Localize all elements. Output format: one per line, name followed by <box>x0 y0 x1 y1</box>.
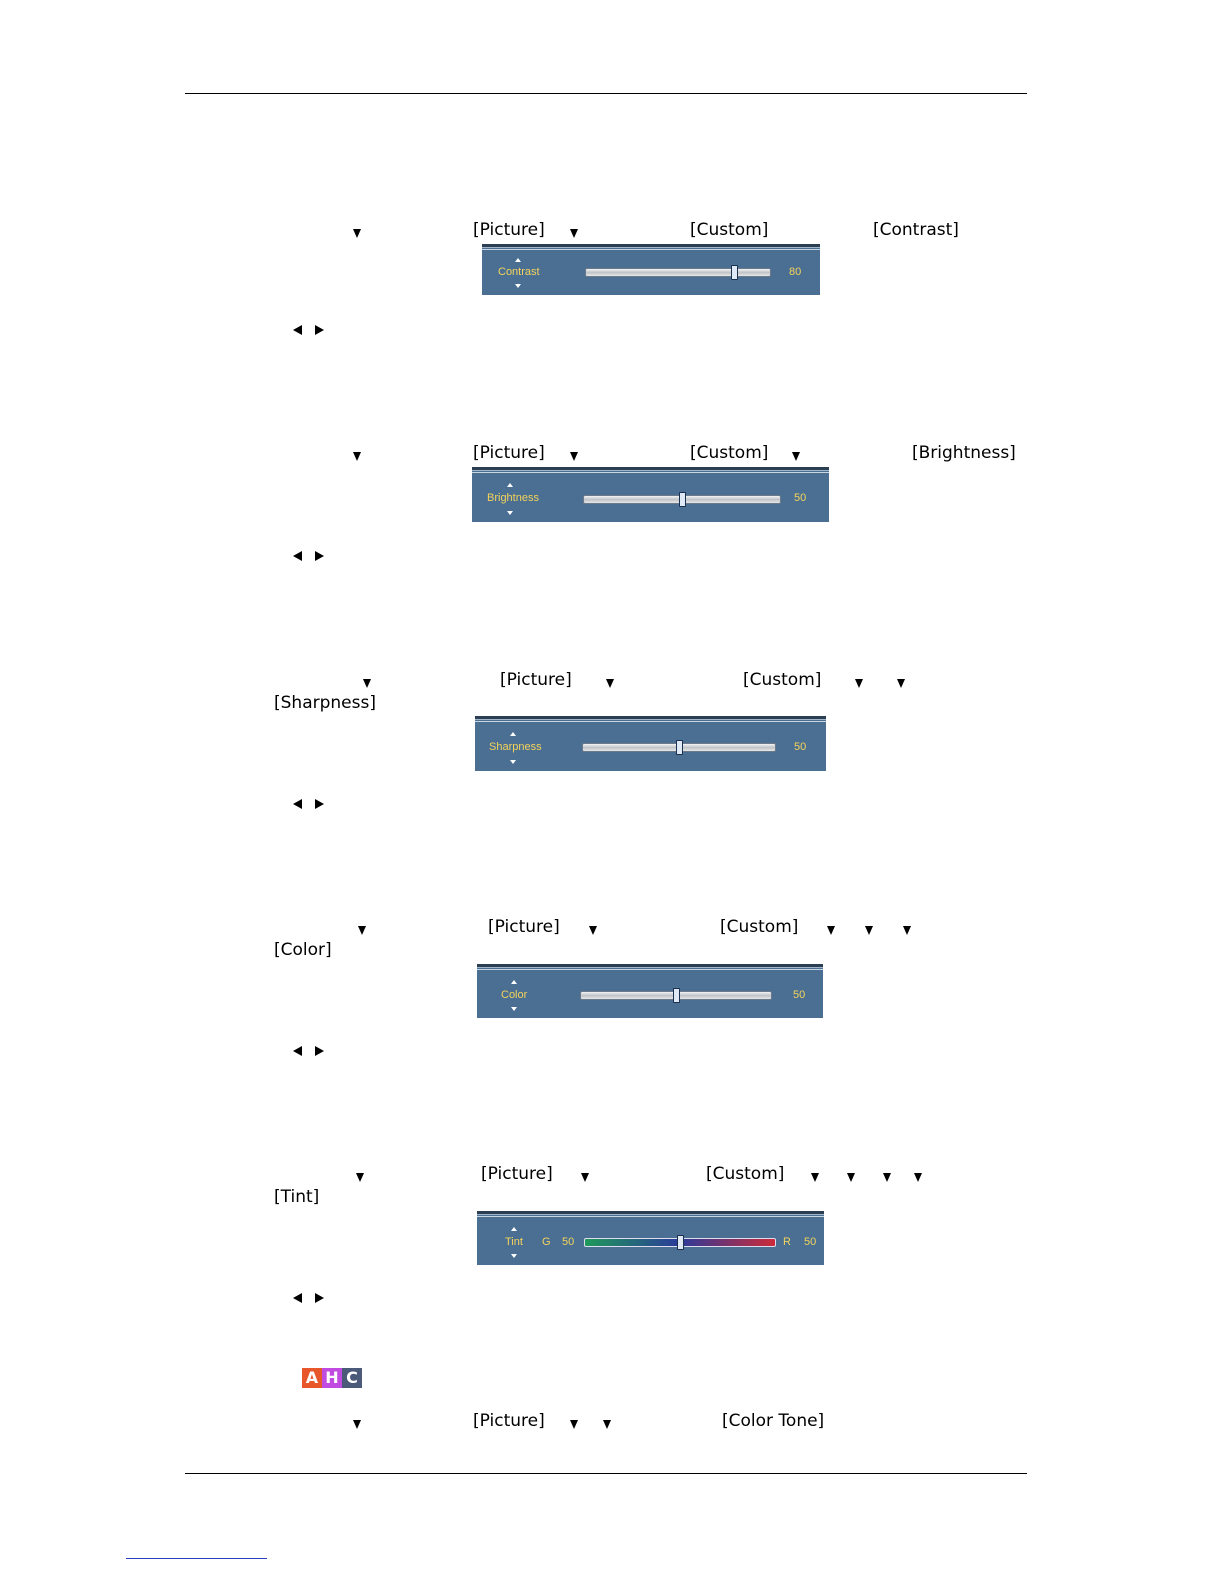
menu-picture: [Picture] <box>481 1164 553 1184</box>
tint-g-label: G <box>542 1236 551 1248</box>
down-arrow-icon <box>510 760 516 764</box>
right-arrow-icon <box>315 1293 324 1303</box>
menu-picture: [Picture] <box>473 220 545 240</box>
down-arrow-icon <box>507 511 513 515</box>
down-arrow-icon <box>603 1420 611 1429</box>
slider-thumb[interactable] <box>679 492 686 507</box>
osd-label: Color <box>501 989 528 1001</box>
tint-r-label: R <box>783 1236 791 1248</box>
slider-thumb[interactable] <box>673 988 680 1003</box>
menu-custom: [Custom] <box>720 917 799 937</box>
down-arrow-icon <box>356 1173 364 1182</box>
menu-contrast: [Contrast] <box>873 220 959 240</box>
left-arrow-icon <box>293 551 302 561</box>
down-arrow-icon <box>570 1420 578 1429</box>
tint-g-value: 50 <box>562 1236 575 1248</box>
menu-sharpness: [Sharpness] <box>274 693 376 713</box>
ahc-letter: A <box>302 1368 322 1388</box>
menu-custom: [Custom] <box>690 443 769 463</box>
contrast-osd <box>482 244 820 295</box>
down-arrow-icon <box>914 1173 922 1182</box>
color-osd <box>477 964 823 1018</box>
menu-color-tone: [Color Tone] <box>722 1411 825 1431</box>
osd-label: Contrast <box>498 266 540 278</box>
down-arrow-icon <box>589 926 597 935</box>
down-arrow-icon <box>570 229 578 238</box>
footer-link-underline[interactable] <box>126 1558 267 1559</box>
down-arrow-icon <box>606 679 614 688</box>
down-arrow-icon <box>511 1254 517 1258</box>
sharpness-osd <box>475 716 826 771</box>
down-arrow-icon <box>515 284 521 288</box>
slider-thumb[interactable] <box>677 1235 684 1250</box>
down-arrow-icon <box>358 926 366 935</box>
right-arrow-icon <box>315 551 324 561</box>
menu-custom: [Custom] <box>743 670 822 690</box>
osd-label: Tint <box>505 1236 523 1248</box>
osd-value: 50 <box>793 989 806 1001</box>
down-arrow-icon <box>353 229 361 238</box>
up-arrow-icon <box>507 483 513 487</box>
down-arrow-icon <box>581 1173 589 1182</box>
menu-picture: [Picture] <box>500 670 572 690</box>
menu-custom: [Custom] <box>706 1164 785 1184</box>
osd-label: Sharpness <box>489 741 542 753</box>
right-arrow-icon <box>315 325 324 335</box>
right-arrow-icon <box>315 799 324 809</box>
up-arrow-icon <box>515 258 521 262</box>
up-arrow-icon <box>511 980 517 984</box>
down-arrow-icon <box>827 926 835 935</box>
menu-picture: [Picture] <box>473 1411 545 1431</box>
slider-thumb[interactable] <box>731 265 738 280</box>
down-arrow-icon <box>883 1173 891 1182</box>
menu-tint: [Tint] <box>274 1187 320 1207</box>
down-arrow-icon <box>353 1420 361 1429</box>
tint-osd <box>477 1211 824 1265</box>
tint-r-value: 50 <box>804 1236 817 1248</box>
contrast-slider[interactable] <box>585 268 771 277</box>
right-arrow-icon <box>315 1046 324 1056</box>
footer-rule <box>185 1473 1027 1474</box>
down-arrow-icon <box>897 679 905 688</box>
up-arrow-icon <box>511 1227 517 1231</box>
down-arrow-icon <box>511 1007 517 1011</box>
menu-color: [Color] <box>274 940 332 960</box>
left-arrow-icon <box>293 1046 302 1056</box>
down-arrow-icon <box>792 452 800 461</box>
menu-brightness: [Brightness] <box>912 443 1016 463</box>
osd-value: 80 <box>789 266 802 278</box>
down-arrow-icon <box>855 679 863 688</box>
left-arrow-icon <box>293 1293 302 1303</box>
down-arrow-icon <box>865 926 873 935</box>
down-arrow-icon <box>570 452 578 461</box>
osd-value: 50 <box>794 741 807 753</box>
down-arrow-icon <box>811 1173 819 1182</box>
down-arrow-icon <box>353 452 361 461</box>
down-arrow-icon <box>363 679 371 688</box>
osd-value: 50 <box>794 492 807 504</box>
menu-custom: [Custom] <box>690 220 769 240</box>
ahc-badge <box>302 1368 362 1388</box>
menu-picture: [Picture] <box>488 917 560 937</box>
left-arrow-icon <box>293 325 302 335</box>
slider-thumb[interactable] <box>676 740 683 755</box>
down-arrow-icon <box>903 926 911 935</box>
osd-label: Brightness <box>487 492 539 504</box>
left-arrow-icon <box>293 799 302 809</box>
menu-picture: [Picture] <box>473 443 545 463</box>
ahc-letter: H <box>322 1368 342 1388</box>
header-rule <box>185 93 1027 94</box>
up-arrow-icon <box>510 732 516 736</box>
down-arrow-icon <box>847 1173 855 1182</box>
brightness-osd <box>472 467 829 522</box>
ahc-letter: C <box>342 1368 362 1388</box>
